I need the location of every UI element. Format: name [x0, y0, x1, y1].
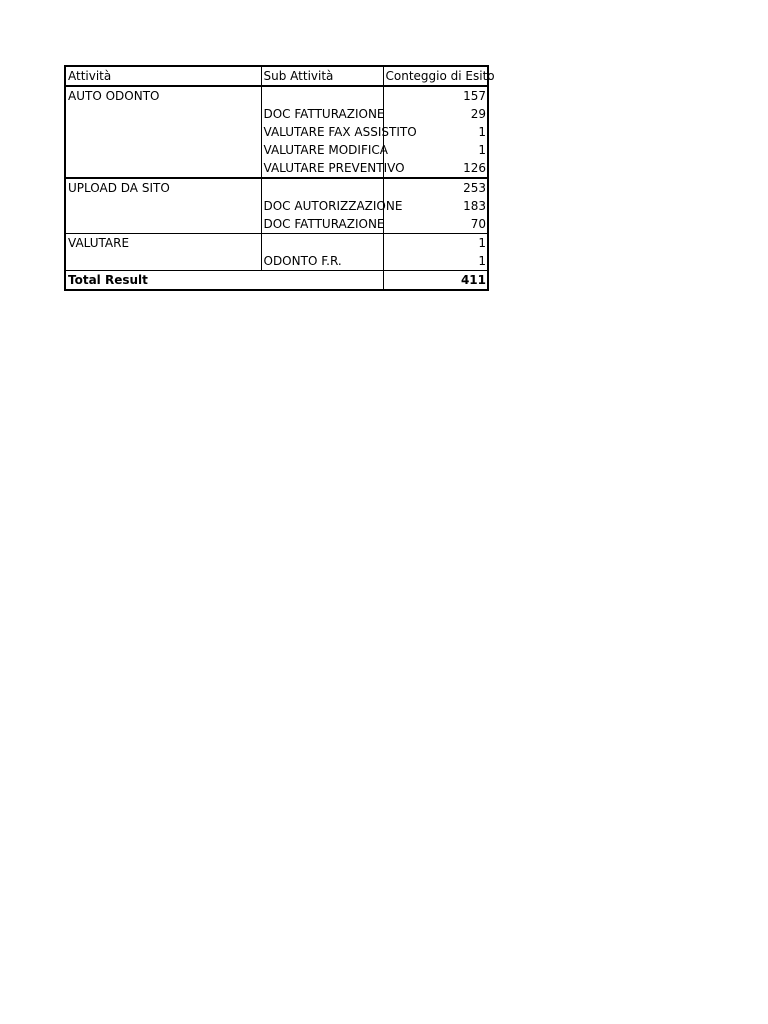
header-row	[65, 66, 488, 86]
activity-cell[interactable]: VALUTARE	[65, 234, 261, 253]
table-row	[65, 159, 488, 178]
table-row	[65, 234, 488, 253]
sub-activity-cell[interactable]	[261, 178, 383, 197]
activity-cell[interactable]	[65, 252, 261, 271]
total-label[interactable]: Total Result	[65, 271, 383, 291]
header-activity[interactable]: Attività	[65, 66, 261, 86]
table-row	[65, 123, 488, 141]
pivot-table	[64, 65, 495, 291]
count-cell[interactable]: 1	[478, 236, 486, 250]
table-row	[65, 197, 488, 215]
sub-activity-cell[interactable]	[261, 86, 383, 105]
activity-cell[interactable]: UPLOAD DA SITO	[65, 178, 261, 197]
table-row	[65, 86, 488, 105]
count-cell[interactable]: 253	[463, 181, 486, 195]
table-row	[65, 105, 488, 123]
total-value[interactable]: 411	[383, 271, 488, 291]
header-count[interactable]: Conteggio di Esito	[383, 66, 488, 86]
table-row	[65, 141, 488, 159]
sub-activity-cell[interactable]: DOC AUTORIZZAZIONE	[261, 197, 383, 215]
total-row	[65, 271, 488, 291]
table-row	[65, 215, 488, 234]
activity-cell[interactable]	[65, 123, 261, 141]
count-cell[interactable]: 1	[478, 143, 486, 157]
sub-activity-cell[interactable]: VALUTARE PREVENTIVO	[261, 159, 383, 178]
count-cell[interactable]: 126	[383, 159, 488, 178]
count-cell[interactable]: 29	[470, 107, 486, 121]
activity-cell[interactable]	[65, 159, 261, 178]
sub-activity-cell[interactable]: VALUTARE FAX ASSISTITO	[261, 123, 383, 141]
pivot-table-container	[64, 65, 495, 291]
sub-activity-cell[interactable]: DOC FATTURAZIONE	[261, 105, 383, 123]
count-cell[interactable]: 183	[463, 199, 486, 213]
table-row	[65, 252, 488, 271]
activity-cell[interactable]	[65, 215, 261, 234]
sub-activity-cell[interactable]	[261, 234, 383, 253]
count-cell[interactable]: 70	[383, 215, 488, 234]
table-row	[65, 178, 488, 197]
header-sub-activity[interactable]: Sub Attività	[261, 66, 383, 86]
activity-cell[interactable]: AUTO ODONTO	[65, 86, 261, 105]
activity-cell[interactable]	[65, 105, 261, 123]
sub-activity-cell[interactable]: VALUTARE MODIFICA	[261, 141, 383, 159]
sub-activity-cell[interactable]: DOC FATTURAZIONE	[261, 215, 383, 234]
count-cell[interactable]: 1	[478, 125, 486, 139]
count-cell[interactable]: 157	[463, 89, 486, 103]
activity-cell[interactable]	[65, 197, 261, 215]
activity-cell[interactable]	[65, 141, 261, 159]
count-cell[interactable]: 1	[478, 254, 486, 268]
sub-activity-cell[interactable]: ODONTO F.R.	[261, 252, 383, 271]
